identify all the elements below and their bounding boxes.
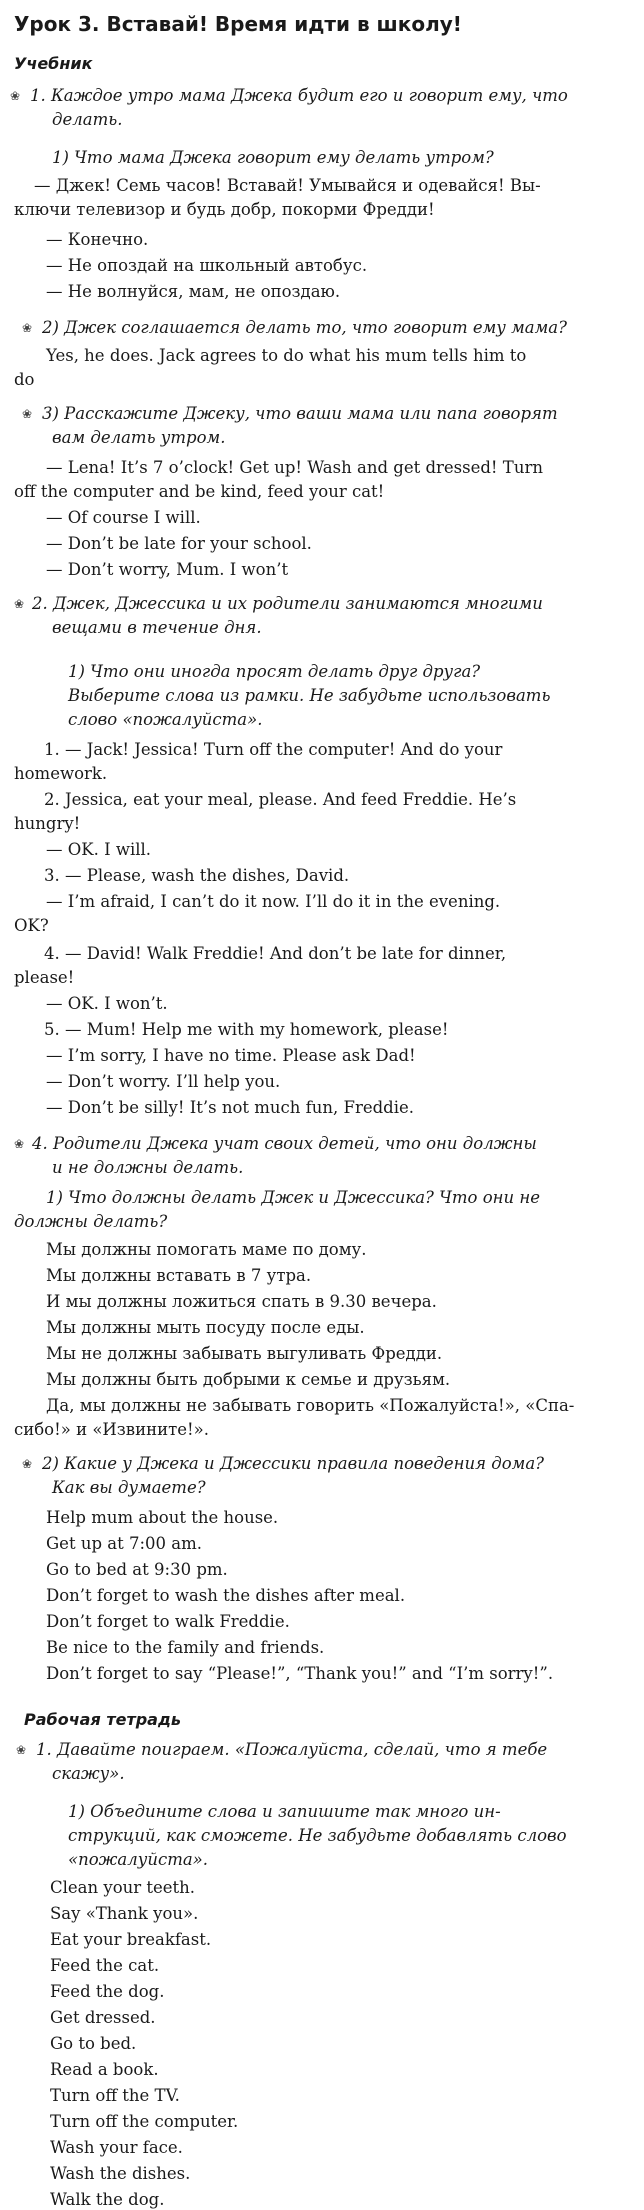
- text-line: Wash your face.: [50, 2138, 183, 2157]
- text-line: — Don’t worry. I’ll help you.: [46, 1072, 281, 1091]
- text-line: Go to bed at 9:30 pm.: [46, 1560, 228, 1579]
- text-line: вещами в течение дня.: [52, 618, 262, 637]
- text-line: Be nice to the family and friends.: [46, 1638, 325, 1657]
- text-line: — Lena! It’s 7 o’clock! Get up! Wash and get dressed! Turn: [46, 458, 543, 477]
- text-line: — Of course I will.: [46, 508, 201, 527]
- exercise-marker-icon: ❀: [22, 1457, 33, 1471]
- text-line: 3) Расскажите Джеку, что ваши мама или папа говорят: [42, 404, 558, 423]
- text-line: 1. — Jack! Jessica! Turn off the computer! And do your: [44, 740, 503, 759]
- text-line: homework.: [14, 764, 108, 783]
- text-line: do: [14, 370, 35, 389]
- text-line: Мы должны мыть посуду после еды.: [46, 1318, 365, 1337]
- exercise-marker-icon: ❀: [14, 597, 25, 611]
- text-line: Wash the dishes.: [50, 2164, 191, 2183]
- text-line: Read a book.: [50, 2060, 159, 2079]
- text-line: И мы должны ложиться спать в 9.30 вечера.: [46, 1292, 437, 1311]
- text-line: Feed the cat.: [50, 1956, 160, 1975]
- text-line: — Джек! Семь часов! Вставай! Умывайся и одевайся! Вы-: [34, 176, 541, 195]
- page-title: Урок 3. Вставай! Время идти в школу!: [14, 12, 462, 36]
- text-line: — Don’t be silly! It’s not much fun, Freddie.: [46, 1098, 415, 1117]
- text-line: Как вы думаете?: [52, 1478, 206, 1497]
- text-line: Да, мы должны не забывать говорить «Пожалуйста!», «Спа-: [46, 1396, 575, 1415]
- text-line: 4. — David! Walk Freddie! And don’t be late for dinner,: [44, 944, 507, 963]
- text-line: ключи телевизор и будь добр, покорми Фредди!: [14, 200, 435, 219]
- text-line: Мы не должны забывать выгуливать Фредди.: [46, 1344, 443, 1363]
- text-line: Don’t forget to say “Please!”, “Thank you!” and “I’m sorry!”.: [46, 1664, 554, 1683]
- section-heading-workbook: Рабочая тетрадь: [24, 1710, 181, 1729]
- text-line: — Конечно.: [46, 230, 149, 249]
- text-line: вам делать утром.: [52, 428, 226, 447]
- section-heading-textbook: Учебник: [14, 54, 93, 73]
- text-line: — I’m afraid, I can’t do it now. I’ll do it in the evening.: [46, 892, 501, 911]
- text-line: Get dressed.: [50, 2008, 156, 2027]
- text-line: — Не волнуйся, мам, не опоздаю.: [46, 282, 341, 301]
- text-line: Turn off the TV.: [50, 2086, 180, 2105]
- text-line: струкций, как сможете. Не забудьте добавлять слово: [68, 1826, 567, 1845]
- exercise-marker-icon: ❀: [22, 407, 33, 421]
- text-line: 2) Джек соглашается делать то, что говорит ему мама?: [42, 318, 567, 337]
- text-line: Go to bed.: [50, 2034, 137, 2053]
- text-line: Мы должны быть добрыми к семье и друзьям.: [46, 1370, 451, 1389]
- text-line: Выберите слова из рамки. Не забудьте использовать: [68, 686, 551, 705]
- text-line: Eat your breakfast.: [50, 1930, 212, 1949]
- text-line: — Не опоздай на школьный автобус.: [46, 256, 368, 275]
- text-line: 1) Что должны делать Джек и Джессика? Что они не: [46, 1188, 541, 1207]
- text-line: — OK. I won’t.: [46, 994, 168, 1013]
- text-line: 2) Какие у Джека и Джессики правила поведения дома?: [42, 1454, 545, 1473]
- exercise-marker-icon: ❀: [16, 1743, 27, 1757]
- exercise-marker-icon: ❀: [10, 89, 21, 103]
- text-line: Get up at 7:00 am.: [46, 1534, 202, 1553]
- text-line: 1) Что они иногда просят делать друг друга?: [68, 662, 481, 681]
- text-line: 1. Давайте поиграем. «Пожалуйста, сделай, что я тебе: [36, 1740, 548, 1759]
- text-line: Help mum about the house.: [46, 1508, 279, 1527]
- text-line: слово «пожалуйста».: [68, 710, 263, 729]
- text-line: и не должны делать.: [52, 1158, 244, 1177]
- text-line: 5. — Mum! Help me with my homework, please!: [44, 1020, 449, 1039]
- text-line: — Don’t be late for your school.: [46, 534, 312, 553]
- text-line: off the computer and be kind, feed your cat!: [14, 482, 385, 501]
- text-line: Clean your teeth.: [50, 1878, 196, 1897]
- text-line: — Don’t worry, Mum. I won’t: [46, 560, 289, 579]
- text-line: Turn off the computer.: [50, 2112, 239, 2131]
- text-line: должны делать?: [14, 1212, 168, 1231]
- text-line: Feed the dog.: [50, 1982, 165, 2001]
- text-line: сибо!» и «Извините!».: [14, 1420, 209, 1439]
- text-line: 2. Джек, Джессика и их родители занимаются многими: [32, 594, 543, 613]
- text-line: Don’t forget to wash the dishes after meal.: [46, 1586, 406, 1605]
- text-line: 4. Родители Джека учат своих детей, что они должны: [32, 1134, 537, 1153]
- text-line: Don’t forget to walk Freddie.: [46, 1612, 290, 1631]
- text-line: скажу».: [52, 1764, 125, 1783]
- text-line: Мы должны помогать маме по дому.: [46, 1240, 367, 1259]
- text-line: 2. Jessica, eat your meal, please. And feed Freddie. He’s: [44, 790, 517, 809]
- text-line: Walk the dog.: [50, 2190, 165, 2209]
- exercise-marker-icon: ❀: [22, 321, 33, 335]
- text-line: 1) Объедините слова и запишите так много ин-: [68, 1802, 501, 1821]
- text-line: 1) Что мама Джека говорит ему делать утром?: [52, 148, 494, 167]
- text-line: — I’m sorry, I have no time. Please ask Dad!: [46, 1046, 416, 1065]
- text-line: Yes, he does. Jack agrees to do what his mum tells him to: [46, 346, 527, 365]
- text-line: делать.: [52, 110, 123, 129]
- text-line: — OK. I will.: [46, 840, 152, 859]
- text-line: 3. — Please, wash the dishes, David.: [44, 866, 350, 885]
- text-line: hungry!: [14, 814, 81, 833]
- text-line: Мы должны вставать в 7 утра.: [46, 1266, 312, 1285]
- text-line: Say «Thank you».: [50, 1904, 199, 1923]
- text-line: 1. Каждое утро мама Джека будит его и говорит ему, что: [30, 86, 568, 105]
- exercise-marker-icon: ❀: [14, 1137, 25, 1151]
- text-line: OK?: [14, 916, 49, 935]
- text-line: please!: [14, 968, 75, 987]
- text-line: «пожалуйста».: [68, 1850, 209, 1869]
